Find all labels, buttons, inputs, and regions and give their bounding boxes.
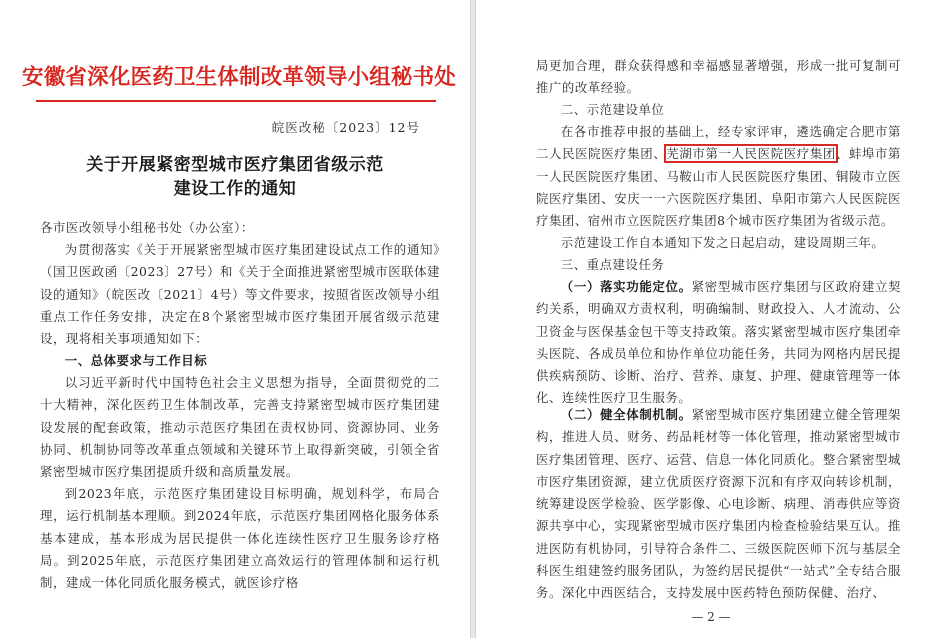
- paragraph-targets: 到2023年底，示范医疗集团建设目标明确，规划科学，布局合理，运行机制基本理顺。到2024年底，示范医疗集团网格化服务体系基本建成，基本形成为居民提供一体化连续性医疗卫生服务诊疗格局。到2025年底，示范医疗集团建立高效运行的管理体制和运行机制，建成一体化同质化服务模式，就医诊疗格: [40, 486, 440, 591]
- paragraph-task-2: [536, 404, 901, 605]
- paragraph-period: 示范建设工作自本通知下发之日起启动，建设周期三年。: [560, 235, 885, 250]
- section-heading-2: 二、示范建设单位: [560, 102, 665, 117]
- paragraph-continued: 局更加合理，群众获得感和幸福感显著增强，形成一批可复制可推广的改革经验。: [536, 58, 901, 96]
- demo-units-text-before: 在各市推荐申报的基础上，经专家评审，遴选确定合肥市第二人民医院医疗集团、: [536, 124, 901, 162]
- task-1-text: 紧密型城市医疗集团与区政府建立契约关系，明确双方责权利，明确编制、财政投入、人才流动、公卫资金与医保基金包干等支持政策。落实紧密型城市医疗集团牵头医院、各成员单位和协作单位功能任务，共同为网格内居民提供疾病预防、诊断、治疗、营养、康复、护理、健康管理等一体化、连续性医疗卫生服务。: [536, 279, 901, 406]
- paragraph-demo-units: [536, 121, 901, 232]
- salutation: 各市医改领导小组秘书处（办公室）：: [40, 220, 254, 235]
- highlighted-hospital-group: 芜湖市第一人民医院医疗集团: [666, 146, 836, 162]
- task-1-lead: （一）落实功能定位。: [560, 279, 692, 294]
- document-page-left: [0, 0, 470, 638]
- document-title-line1: 关于开展紧密型城市医疗集团省级示范: [86, 155, 384, 175]
- red-header-rule: [36, 100, 436, 102]
- paragraph-intro: 为贯彻落实《关于开展紧密型城市医疗集团建设试点工作的通知》（国卫医政函〔2023〕27号）和《关于全面推进紧密型城市医联体建设的通知》（皖医改〔2021〕4号）等文件要求，按照省医改领导小组重点工作任务安排，决定在8个紧密型城市医疗集团开展省级示范建设，现将相关事项通知如下：: [40, 242, 440, 347]
- section-heading-3: 三、重点建设任务: [560, 257, 665, 272]
- document-number: 皖医改秘〔2023〕12号: [271, 120, 420, 135]
- demo-units-text-after: 、蚌埠市第一人民医院医疗集团、马鞍山市人民医院医疗集团、铜陵市立医院医疗集团、安庆一一六医院医疗集团、阜阳市第六人民医院医疗集团、宿州市立医院医疗集团8个城市医疗集团为省级示范。: [536, 146, 902, 229]
- paragraph-task-1: [536, 276, 901, 410]
- document-title-line2: 建设工作的通知: [173, 179, 297, 199]
- red-header-title: 安徽省深化医药卫生体制改革领导小组秘书处: [22, 65, 457, 90]
- page-number: — 2 —: [691, 610, 731, 624]
- section-heading-1: 一、总体要求与工作目标: [64, 353, 208, 368]
- task-2-text: 紧密型城市医疗集团建立健全管理架构，推进人员、财务、药品耗材等一体化管理，推动紧密型城市医疗集团管理、医疗、运营、信息一体化同质化。整合紧密型城市医疗集团资源，建立优质医疗资源下沉和有序双向转诊机制，统筹建设医学检验、医学影像、心电诊断、病理、消毒供应等资源共享中心，实现紧密型城市医疗集团内检查检验结果互认。推进医防有机协同，引导符合条件二、三级医院医师下沉与基层全科医生组建签约服务团队，为签约居民提供“一站式”全专结合服务。深化中西医结合，支持发展中医药特色预防保健、治疗、: [536, 407, 901, 601]
- paragraph-general-requirements: 以习近平新时代中国特色社会主义思想为指导，全面贯彻党的二十大精神，深化医药卫生体制改革，完善支持紧密型城市医疗集团建设发展的配套政策，推动示范医疗集团在责权协同、资源协同、业务协同、机制协同等改革重点领域和关键环节上取得新突破，引领全省紧密型城市医疗集团提质升级和高质量发展。: [40, 375, 440, 480]
- task-2-lead: （二）健全体制机制。: [560, 407, 692, 422]
- document-page-right: [476, 0, 946, 638]
